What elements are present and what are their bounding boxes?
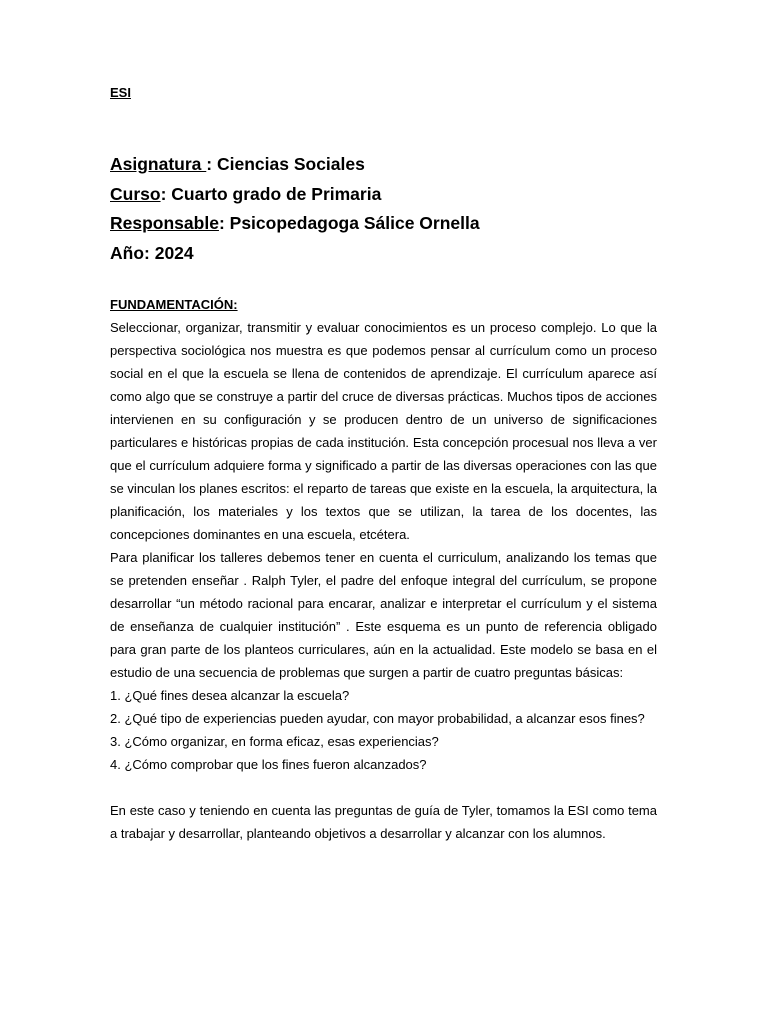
- question-item: 3. ¿Cómo organizar, en forma eficaz, esas experiencias?: [110, 734, 439, 749]
- curso-line: [110, 182, 480, 212]
- asignatura-separator: :: [206, 154, 217, 174]
- document-meta: [110, 152, 480, 270]
- section-title: FUNDAMENTACIÓN:: [110, 297, 238, 312]
- asignatura-label: Asignatura: [110, 154, 207, 174]
- esi-heading: ESI: [110, 85, 131, 100]
- asignatura-line: [110, 152, 480, 182]
- paragraph-fundamentacion: Seleccionar, organizar, transmitir y evaluar conocimientos es un proceso complejo. Lo que la perspectiva sociológica nos muestra es que podemos pensar al currículum como un proceso social en el que la escuela se llena de contenidos de aprendizaje. El currículum aparece así como algo que se construye a partir del cruce de diversas prácticas. Muchos tipos de acciones intervienen en su configuración y se producen dentro de un universo de significaciones particulares e históricas propias de cada institución. Esta concepción procesual nos lleva a ver que el currículum adquiere forma y significado a partir de las diversas operaciones con las que se vinculan los planes escritos: el reparto de tareas que existe en la escuela, la arquitectura, la planificación, los materiales y los textos que se utilizan, la tarea de los docentes, las concepciones dominantes en una escuela, etcétera.: [110, 320, 657, 542]
- asignatura-value: Ciencias Sociales: [216, 154, 365, 174]
- responsable-value: Psicopedagoga Sálice Ornella: [229, 213, 480, 233]
- responsable-label: Responsable: [110, 213, 219, 233]
- anio-line: Año: 2024: [110, 242, 194, 263]
- paragraph-tyler: Para planificar los talleres debemos tener en cuenta el curriculum, analizando los temas que se pretenden enseñar . Ralph Tyler, el padre del enfoque integral del currículum, se propone desarrollar “un método racional para encarar, analizar e interpretar el currículum y el sistema de enseñanza de cualquier institución” . Este esquema es un punto de referencia obligado para gran parte de los planteos curriculares, aún en la actualidad. Este modelo se basa en el estudio de una secuencia de problemas que surgen a partir de cuatro preguntas básicas:: [110, 550, 657, 680]
- question-item: 1. ¿Qué fines desea alcanzar la escuela?: [110, 688, 350, 703]
- curso-separator: :: [160, 183, 172, 204]
- curso-label: Curso: [110, 183, 161, 204]
- question-item: 2. ¿Qué tipo de experiencias pueden ayudar, con mayor probabilidad, a alcanzar esos fines?: [110, 711, 645, 726]
- responsable-separator: :: [218, 213, 230, 233]
- responsable-line: [110, 211, 480, 241]
- curso-value: Cuarto grado de Primaria: [171, 183, 382, 204]
- document-body: [110, 293, 657, 845]
- paragraph-esi: En este caso y teniendo en cuenta las preguntas de guía de Tyler, tomamos la ESI como tema a trabajar y desarrollar, planteando objetivos a desarrollar y alcanzar con los alumnos.: [110, 803, 657, 841]
- paragraph-gap: [110, 776, 657, 799]
- question-item: 4. ¿Cómo comprobar que los fines fueron alcanzados?: [110, 757, 427, 772]
